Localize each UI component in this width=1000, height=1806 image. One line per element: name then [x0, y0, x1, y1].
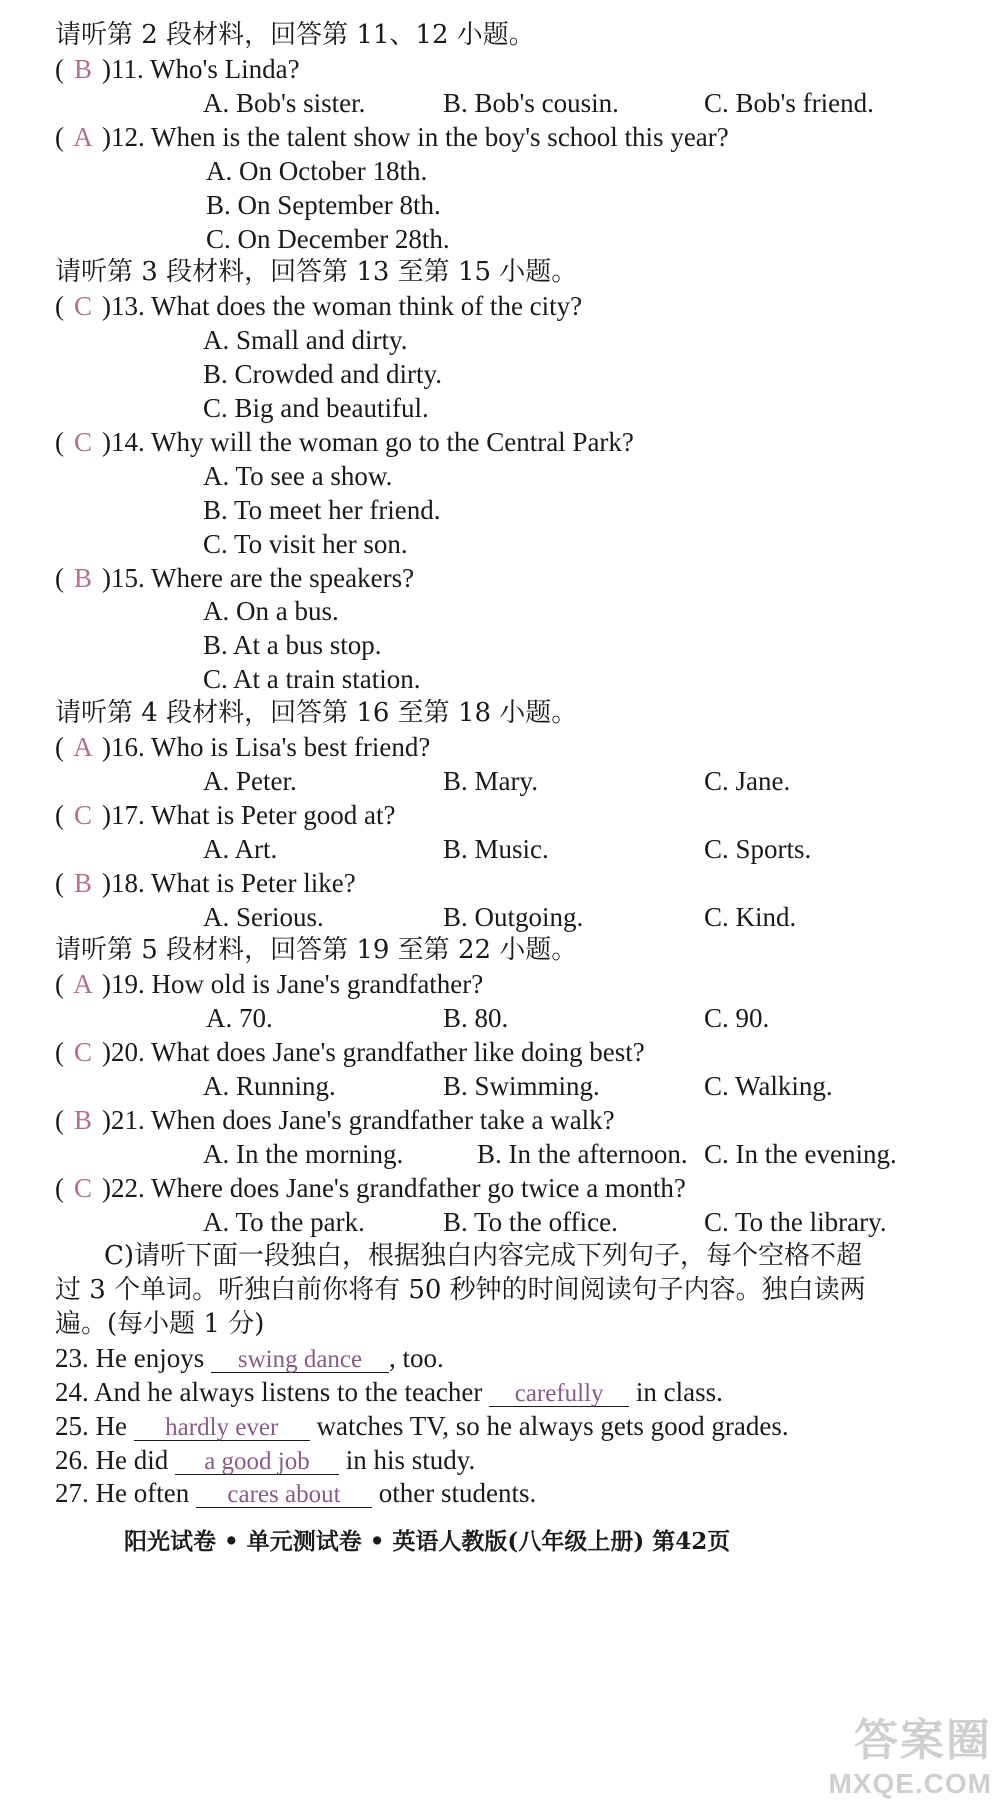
answer-mark: A — [73, 969, 93, 999]
question-22: ( C )22. Where does Jane's grandfather go twice a month? — [55, 1173, 686, 1203]
fill-answer: carefully — [489, 1381, 629, 1407]
answer-mark: C — [73, 291, 92, 321]
option-c: C. At a train station. — [203, 664, 421, 694]
fill-suffix: in his study. — [345, 1445, 476, 1475]
answer-mark: C — [73, 1173, 92, 1203]
page-footer: 阳光试卷 • 单元测试卷 • 英语人教版(八年级上册) 第42页 — [124, 1528, 731, 1555]
option-a: A. Peter. — [203, 766, 297, 796]
question-15: ( B )15. Where are the speakers? — [55, 563, 415, 593]
fill-suffix: watches TV, so he always gets good grades. — [316, 1411, 789, 1441]
option-c: C. Jane. — [704, 766, 791, 796]
question-text: 19. How old is Jane's grandfather? — [111, 969, 484, 999]
option-b: B. Outgoing. — [443, 902, 584, 932]
fill-answer: cares about — [196, 1482, 372, 1508]
part-c-instruction-3: 遍。(每小题 1 分) — [55, 1309, 265, 1339]
option-b: B. At a bus stop. — [203, 630, 382, 660]
question-text: 16. Who is Lisa's best friend? — [111, 732, 431, 762]
answer-mark: B — [73, 868, 92, 898]
fill-answer: swing dance — [211, 1347, 389, 1373]
option-c: C. Bob's friend. — [704, 88, 874, 118]
question-21: ( B )21. When does Jane's grandfather take a walk? — [55, 1105, 615, 1135]
option-a: A. To see a show. — [203, 461, 393, 491]
question-20: ( C )20. What does Jane's grandfather like doing best? — [55, 1037, 645, 1067]
question-text: 12. When is the talent show in the boy's school this year? — [111, 122, 729, 152]
question-text: 14. Why will the woman go to the Central Park? — [111, 427, 634, 457]
question-text: 11. Who's Linda? — [111, 54, 300, 84]
question-17: ( C )17. What is Peter good at? — [55, 800, 396, 830]
option-b: B. To the office. — [443, 1207, 618, 1237]
fill-26 — [55, 1447, 475, 1475]
option-c: C. 90. — [704, 1003, 770, 1033]
option-a: A. In the morning. — [203, 1139, 404, 1169]
option-c: C. To the library. — [704, 1207, 887, 1237]
option-a: A. Bob's sister. — [203, 88, 366, 118]
answer-mark: A — [73, 732, 93, 762]
question-14: ( C )14. Why will the woman go to the Central Park? — [55, 427, 634, 457]
option-b: B. Music. — [443, 834, 549, 864]
option-b: B. Crowded and dirty. — [203, 359, 442, 389]
option-c: C. To visit her son. — [203, 529, 408, 559]
part-c-instruction-1: C)请听下面一段独白，根据独白内容完成下列句子，每个空格不超 — [104, 1241, 863, 1271]
watermark-bottom: MXQE.COM — [828, 1768, 992, 1799]
fill-answer: hardly ever — [134, 1415, 310, 1441]
option-b: B. In the afternoon. — [477, 1139, 688, 1169]
question-12: ( A )12. When is the talent show in the boy's school this year? — [55, 122, 729, 152]
section-heading-4: 请听第 4 段材料，回答第 16 至第 18 小题。 — [55, 698, 578, 728]
fill-suffix: in class. — [635, 1377, 723, 1407]
option-b: B. Swimming. — [443, 1071, 600, 1101]
option-b: B. To meet her friend. — [203, 495, 441, 525]
question-text: 21. When does Jane's grandfather take a walk? — [111, 1105, 615, 1135]
answer-mark: B — [73, 563, 92, 593]
option-a: A. On October 18th. — [206, 156, 428, 186]
fill-24 — [55, 1379, 723, 1407]
fill-answer: a good job — [175, 1449, 339, 1475]
fill-suffix: , too. — [388, 1343, 444, 1373]
option-a: A. Running. — [203, 1071, 336, 1101]
question-text: 20. What does Jane's grandfather like doing best? — [111, 1037, 645, 1067]
question-text: 22. Where does Jane's grandfather go twice a month? — [111, 1173, 686, 1203]
fill-23 — [55, 1345, 444, 1373]
option-b: B. 80. — [443, 1003, 509, 1033]
question-11: ( B )11. Who's Linda? — [55, 54, 300, 84]
fill-prefix: 24. And he always listens to the teacher — [55, 1377, 483, 1407]
answer-mark: C — [73, 1037, 92, 1067]
question-13: ( C )13. What does the woman think of the city? — [55, 291, 583, 321]
question-18: ( B )18. What is Peter like? — [55, 868, 356, 898]
answer-mark: C — [73, 427, 92, 457]
option-c: C. Kind. — [704, 902, 797, 932]
fill-prefix: 25. He — [55, 1411, 127, 1441]
question-16: ( A )16. Who is Lisa's best friend? — [55, 732, 431, 762]
option-b: B. Bob's cousin. — [443, 88, 619, 118]
section-heading-2: 请听第 2 段材料，回答第 11、12 小题。 — [55, 20, 535, 50]
option-a: A. Small and dirty. — [203, 325, 408, 355]
answer-mark: B — [73, 1105, 92, 1135]
question-text: 18. What is Peter like? — [111, 868, 356, 898]
watermark-top: 答案圈 — [854, 1716, 992, 1765]
part-c-instruction-2: 过 3 个单词。听独白前你将有 50 秒钟的时间阅读句子内容。独白读两 — [55, 1275, 866, 1305]
answer-mark: A — [73, 122, 93, 152]
option-b: B. Mary. — [443, 766, 538, 796]
fill-suffix: other students. — [378, 1478, 537, 1508]
fill-27 — [55, 1480, 536, 1508]
watermark-logo — [828, 1704, 992, 1800]
option-a: A. 70. — [206, 1003, 273, 1033]
option-c: C. On December 28th. — [206, 224, 450, 254]
question-text: 17. What is Peter good at? — [111, 800, 396, 830]
answer-mark: B — [73, 54, 92, 84]
option-c: C. Sports. — [704, 834, 812, 864]
fill-prefix: 23. He enjoys — [55, 1343, 205, 1373]
option-c: C. In the evening. — [704, 1139, 897, 1169]
fill-prefix: 26. He did — [55, 1445, 169, 1475]
option-a: A. Serious. — [203, 902, 324, 932]
option-a: A. On a bus. — [203, 596, 339, 626]
option-c: C. Walking. — [704, 1071, 833, 1101]
answer-mark: C — [73, 800, 92, 830]
option-a: A. Art. — [203, 834, 278, 864]
fill-25 — [55, 1413, 789, 1441]
fill-prefix: 27. He often — [55, 1478, 190, 1508]
question-text: 13. What does the woman think of the city? — [111, 291, 583, 321]
question-19: ( A )19. How old is Jane's grandfather? — [55, 969, 484, 999]
section-heading-3: 请听第 3 段材料，回答第 13 至第 15 小题。 — [55, 257, 578, 287]
question-text: 15. Where are the speakers? — [111, 563, 415, 593]
option-b: B. On September 8th. — [206, 190, 441, 220]
option-a: A. To the park. — [203, 1207, 365, 1237]
option-c: C. Big and beautiful. — [203, 393, 429, 423]
section-heading-5: 请听第 5 段材料，回答第 19 至第 22 小题。 — [55, 935, 578, 965]
